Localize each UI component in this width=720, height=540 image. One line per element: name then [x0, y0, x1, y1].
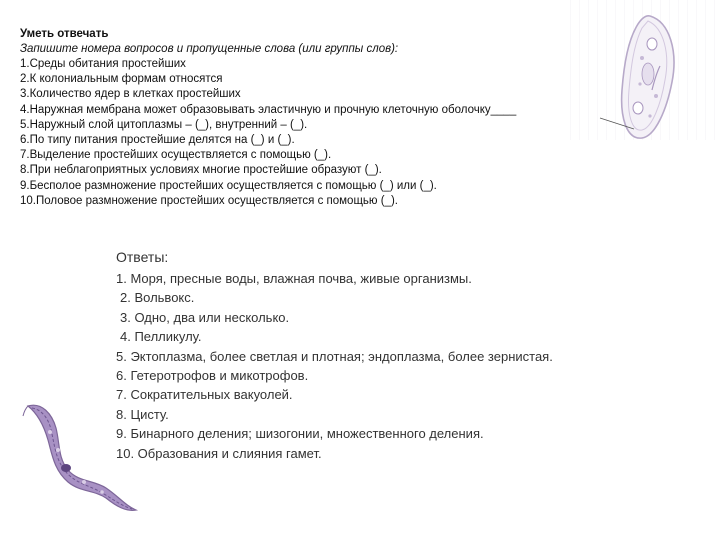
questions-list [20, 57, 640, 209]
questions-block [20, 27, 640, 209]
answer-item: 3. Одно, два или несколько. [120, 309, 290, 325]
question-item: 8.При неблагоприятных условиях многие простейшие образуют (_). [20, 164, 382, 177]
answer-item: 1. Моря, пресные воды, влажная почва, живые организмы. [116, 271, 472, 286]
question-item: 6.По типу питания простейшие делятся на (_) и (_). [20, 134, 295, 147]
question-item: 4.Наружная мембрана может образовывать эластичную и прочную клеточную оболочку____ [20, 103, 517, 116]
answer-item: 7. Сократительных вакуолей. [116, 387, 293, 403]
answer-item: 4. Пелликулу. [120, 329, 202, 345]
answer-item: 5. Эктоплазма, более светлая и плотная; эндоплазма, более зернистая. [116, 348, 553, 364]
answer-item: 8. Цисту. [116, 406, 169, 422]
accent-line [580, 116, 636, 130]
question-item: 9.Бесполое размножение простейших осуществляется с помощью (_) или (_). [20, 179, 437, 192]
answer-item: 9. Бинарного деления; шизогонии, множественного деления. [116, 426, 484, 442]
answer-item: 6. Гетеротрофов и микотрофов. [116, 368, 309, 384]
questions-instruction: Запишите номера вопросов и пропущенные слова (или группы слов): [20, 43, 399, 55]
answer-item: 2. Вольвокс. [120, 290, 195, 306]
answer-item: 10. Образования и слияния гамет. [116, 445, 322, 461]
question-item: 3.Количество ядер в клетках простейших [20, 88, 241, 101]
question-item: 7.Выделение простейших осуществляется с помощью (_). [20, 149, 332, 162]
trypanosoma-illustration [22, 398, 140, 516]
answers-block [116, 248, 676, 463]
questions-heading: Уметь отвечать [20, 28, 109, 40]
question-item: 10.Половое размножение простейших осуществляется с помощью (_). [20, 194, 398, 207]
answers-heading: Ответы: [116, 249, 169, 265]
question-item: 5.Наружный слой цитоплазмы – (_), внутренний – (_). [20, 118, 308, 131]
answers-list [116, 269, 676, 463]
question-item: 2.К колониальным формам относятся [20, 73, 223, 86]
question-item: 1.Среды обитания простейших [20, 58, 186, 70]
